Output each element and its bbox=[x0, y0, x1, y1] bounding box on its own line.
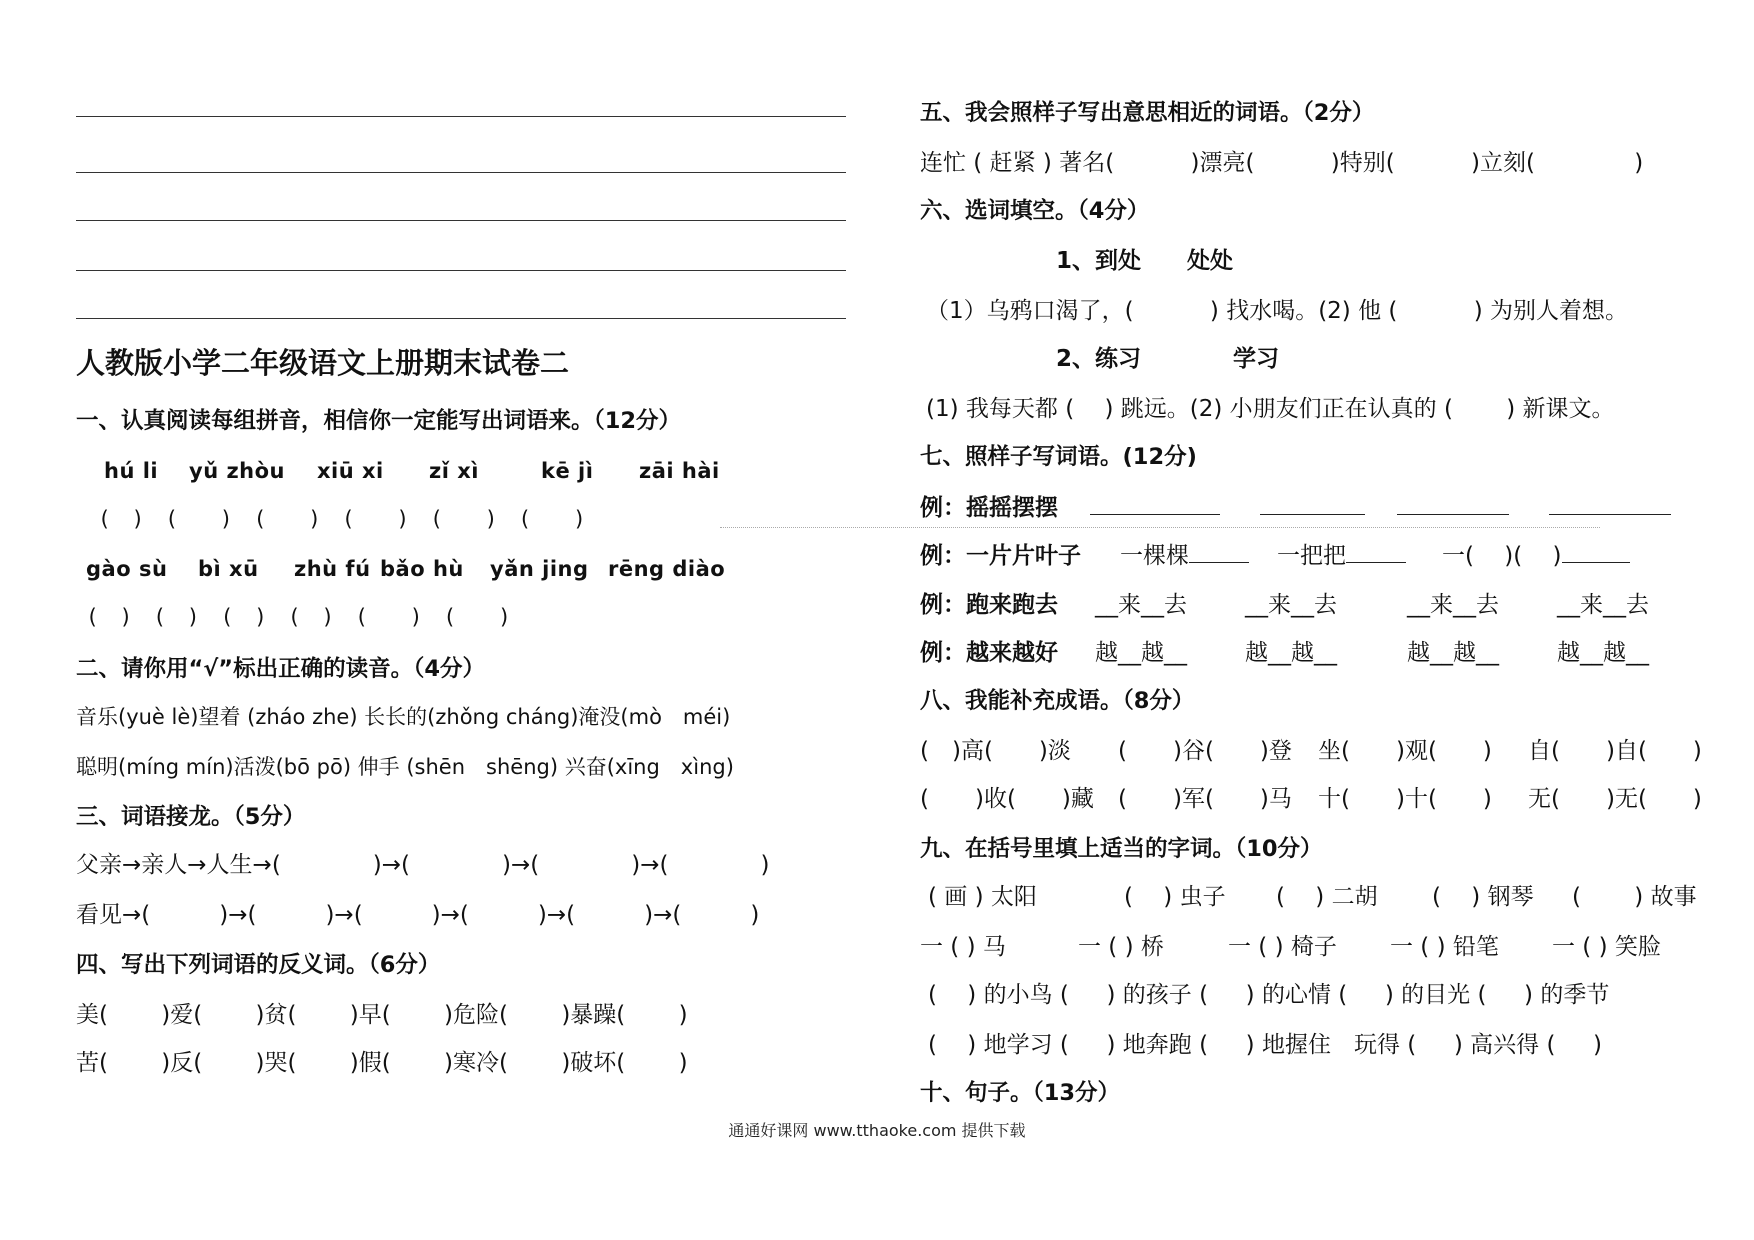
section-8-line-2 bbox=[920, 784, 1702, 814]
blank bbox=[1397, 492, 1509, 515]
pinyin-item: yǔ zhòu bbox=[189, 459, 286, 483]
example-label: 例：跑来跑去 bbox=[920, 592, 1058, 618]
pinyin-item: rēng diào bbox=[608, 557, 726, 581]
section-3-line-1: 父亲→亲人→人生→( )→( )→( )→( ) bbox=[76, 852, 770, 878]
section-7-example-1 bbox=[920, 492, 1671, 523]
section-9-line-3: ( ) 的小鸟 ( ) 的孩子 ( ) 的心情 ( ) 的目光 ( ) 的季节 bbox=[928, 982, 1610, 1008]
example-item: __来__去 bbox=[1245, 592, 1337, 618]
idiom-item: 自( )自( ) bbox=[1528, 738, 1702, 764]
fill-item: ( ) 故事 bbox=[1572, 884, 1697, 910]
idiom-item: ( )高( )淡 bbox=[920, 738, 1071, 764]
blank bbox=[1549, 492, 1671, 515]
answer-line bbox=[76, 318, 846, 319]
section-4-line-1: 美( )爱( )贫( )早( )危险( )暴躁( ) bbox=[76, 1002, 688, 1028]
section-2-line-2: 聪明(míng mín)活泼(bō pō) 伸手 (shēn shēng) 兴奋(xīng xìng) bbox=[76, 755, 734, 779]
example-item: 越__越__ bbox=[1557, 640, 1649, 666]
example-item: 一棵棵 bbox=[1120, 543, 1189, 569]
fill-item: ( ) 二胡 bbox=[1276, 884, 1378, 910]
pinyin-item: xiū xi bbox=[317, 459, 384, 483]
section-7-example-4 bbox=[920, 638, 1649, 668]
fill-item: 一 ( ) 椅子 bbox=[1228, 934, 1337, 960]
answer-line bbox=[76, 220, 846, 221]
fill-item: 一 ( ) 马 bbox=[920, 934, 1006, 960]
section-9-line-1 bbox=[928, 882, 1697, 912]
blank bbox=[1090, 492, 1220, 515]
pinyin-item: zāi hài bbox=[639, 459, 720, 483]
example-item: __来__去 bbox=[1095, 592, 1187, 618]
pinyin-item: bì xū bbox=[198, 557, 259, 581]
fill-item: ( ) 钢琴 bbox=[1432, 884, 1534, 910]
fill-item: 一 ( ) 笑脸 bbox=[1552, 934, 1661, 960]
fill-item: ( 画 ) 太阳 bbox=[928, 884, 1037, 910]
pinyin-item: yǎn jing bbox=[490, 557, 589, 581]
fill-item: ( ) 虫子 bbox=[1124, 884, 1226, 910]
section-5-heading: 五、我会照样子写出意思相近的词语。（2分） bbox=[920, 100, 1375, 126]
section-8-heading: 八、我能补充成语。（8分） bbox=[920, 688, 1195, 714]
fill-item: 一 ( ) 桥 bbox=[1078, 934, 1164, 960]
answer-line bbox=[76, 270, 846, 271]
section-5-line-1: 连忙 ( 赶紧 ) 著名( )漂亮( )特别( )立刻( ) bbox=[920, 150, 1644, 176]
pinyin-item: gào sù bbox=[86, 557, 168, 581]
idiom-item: ( )军( )马 bbox=[1118, 786, 1292, 812]
example-item: __来__去 bbox=[1407, 592, 1499, 618]
example-item: 越__越__ bbox=[1407, 640, 1499, 666]
answer-line bbox=[76, 116, 846, 117]
pinyin-item: hú li bbox=[104, 459, 159, 483]
pinyin-row-2 bbox=[86, 554, 726, 584]
page-title: 人教版小学二年级语文上册期末试卷二 bbox=[76, 346, 570, 380]
section-6-heading: 六、选词填空。（4分） bbox=[920, 198, 1150, 224]
blank bbox=[1346, 540, 1406, 563]
section-2-line-1: 音乐(yuè lè)望着 (zháo zhe) 长长的(zhǒng cháng)淹没(mò méi) bbox=[76, 705, 731, 729]
idiom-item: 十( )十( ) bbox=[1318, 786, 1492, 812]
answer-parens-row-2: ( ) ( ) ( ) ( ) ( ) ( ) bbox=[86, 605, 511, 629]
blank bbox=[1562, 540, 1630, 563]
pinyin-item: zǐ xì bbox=[429, 459, 479, 483]
section-9-line-4: ( ) 地学习 ( ) 地奔跑 ( ) 地握住 玩得 ( ) 高兴得 ( ) bbox=[928, 1032, 1603, 1058]
pinyin-item: zhù fú bbox=[294, 557, 371, 581]
section-2-heading: 二、请你用“√”标出正确的读音。（4分） bbox=[76, 656, 485, 682]
section-8-line-1 bbox=[920, 736, 1702, 766]
section-3-heading: 三、词语接龙。（5分） bbox=[76, 804, 306, 830]
section-1-heading: 一、认真阅读每组拼音，相信你一定能写出词语来。（12分） bbox=[76, 408, 682, 434]
example-item: 一( )( ) bbox=[1442, 543, 1562, 569]
blank bbox=[1189, 540, 1249, 563]
idiom-item: 无( )无( ) bbox=[1528, 786, 1702, 812]
fill-item: 一 ( ) 铅笔 bbox=[1390, 934, 1499, 960]
section-4-heading: 四、写出下列词语的反义词。（6分） bbox=[76, 952, 441, 978]
example-label: 例：越来越好 bbox=[920, 640, 1058, 666]
section-6-sub-2: 2、练习 学习 bbox=[1056, 346, 1280, 372]
example-item: 越__越__ bbox=[1245, 640, 1337, 666]
example-label: 例：摇摇摆摆 bbox=[920, 495, 1058, 521]
answer-parens-row-1: ( ) ( ) ( ) ( ) ( ) ( ) bbox=[98, 507, 586, 531]
example-label: 例：一片片叶子 bbox=[920, 543, 1081, 569]
section-6-line-2: (1) 我每天都 ( ) 跳远。(2) 小朋友们正在认真的 ( ) 新课文。 bbox=[926, 396, 1615, 422]
section-7-example-3 bbox=[920, 590, 1649, 620]
section-7-example-2 bbox=[920, 540, 1630, 571]
answer-line bbox=[76, 172, 846, 173]
pinyin-row-1 bbox=[104, 456, 739, 486]
section-10-heading: 十、句子。（13分） bbox=[920, 1080, 1121, 1106]
section-9-line-2 bbox=[920, 932, 1661, 962]
example-item: 一把把 bbox=[1277, 543, 1346, 569]
idiom-item: 坐( )观( ) bbox=[1318, 738, 1492, 764]
section-4-line-2: 苦( )反( )哭( )假( )寒冷( )破坏( ) bbox=[76, 1050, 688, 1076]
section-3-line-2: 看见→( )→( )→( )→( )→( )→( ) bbox=[76, 902, 760, 928]
example-item: __来__去 bbox=[1557, 592, 1649, 618]
dotted-guide bbox=[720, 527, 1600, 528]
idiom-item: ( )收( )藏 bbox=[920, 786, 1094, 812]
pinyin-item: kē jì bbox=[541, 459, 594, 483]
pinyin-item: bǎo hù bbox=[380, 557, 464, 581]
section-6-sub-1: 1、到处 处处 bbox=[1056, 248, 1234, 274]
footer-credit: 通通好课网 www.tthaoke.com 提供下载 bbox=[728, 1121, 1026, 1140]
idiom-item: ( )谷( )登 bbox=[1118, 738, 1292, 764]
blank bbox=[1260, 492, 1365, 515]
example-item: 越__越__ bbox=[1095, 640, 1187, 666]
section-7-heading: 七、照样子写词语。(12分) bbox=[920, 444, 1197, 470]
section-9-heading: 九、在括号里填上适当的字词。（10分） bbox=[920, 836, 1323, 862]
section-6-line-1: （1）乌鸦口渴了，( ) 找水喝。(2) 他 ( ) 为别人着想。 bbox=[926, 298, 1628, 324]
